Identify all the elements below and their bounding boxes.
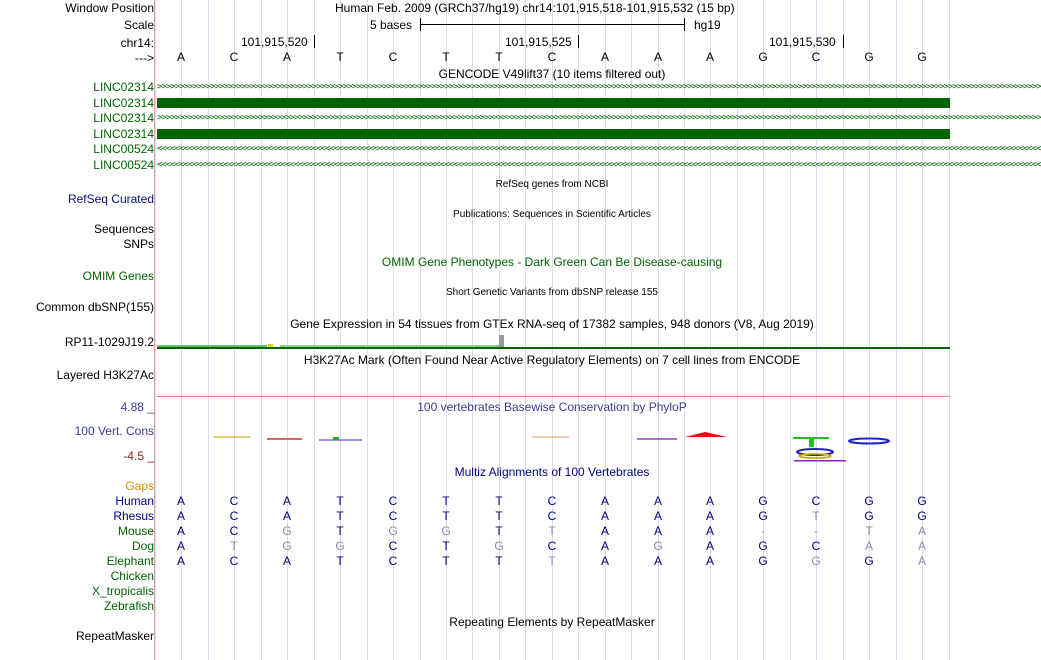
reference-base: C — [547, 50, 557, 64]
reference-base: T — [495, 50, 503, 64]
dbsnp-track-title[interactable]: Short Genetic Variants from dbSNP release 155 — [446, 287, 658, 298]
aligned-base: T — [495, 509, 503, 523]
reference-base: A — [653, 50, 662, 64]
aligned-base: T — [442, 509, 450, 523]
aligned-base: T — [336, 509, 344, 523]
aligned-base: G — [758, 494, 768, 508]
aligned-base: A — [653, 554, 662, 568]
aligned-base: T — [336, 494, 344, 508]
window-position-label: Window Position — [65, 1, 154, 15]
repeatmasker-track-label[interactable]: RepeatMasker — [75, 629, 154, 643]
aligned-base: C — [811, 494, 821, 508]
gencode-exon-bar[interactable] — [157, 98, 950, 108]
aligned-base: C — [811, 539, 821, 553]
species-label[interactable]: X_tropicalis — [91, 584, 154, 598]
aligned-base: A — [917, 554, 926, 568]
aligned-base: A — [282, 554, 291, 568]
aligned-base: C — [229, 554, 239, 568]
aligned-base: G — [758, 539, 768, 553]
gencode-item-label[interactable]: LINC02314 — [93, 127, 154, 141]
aligned-base: G — [758, 554, 768, 568]
gencode-item-label[interactable]: LINC02314 — [93, 96, 154, 110]
aligned-base: A — [705, 509, 714, 523]
position-tick — [578, 35, 579, 48]
chrom-label: chr14: — [120, 36, 154, 50]
position-tick-label: 101,915,525 — [505, 35, 572, 49]
grid-line — [155, 0, 156, 660]
species-label[interactable]: Human — [115, 494, 154, 508]
aligned-base: A — [653, 524, 662, 538]
species-label[interactable]: Mouse — [117, 524, 154, 538]
aligned-base: G — [864, 509, 874, 523]
aligned-base: T — [548, 554, 556, 568]
aligned-base: C — [229, 494, 239, 508]
refseq-track-title[interactable]: RefSeq genes from NCBI — [495, 179, 609, 190]
position-tick — [843, 35, 844, 48]
phylop-max-label: 4.88 _ — [120, 400, 154, 414]
aligned-base: G — [864, 494, 874, 508]
aligned-base: A — [176, 554, 185, 568]
refseq-track-label[interactable]: RefSeq Curated — [67, 192, 154, 206]
multiz-gaps-label: Gaps — [125, 479, 154, 493]
aligned-base: A — [600, 539, 609, 553]
reference-base: T — [442, 50, 450, 64]
gencode-exon-bar[interactable] — [157, 129, 950, 139]
aligned-base: T — [548, 524, 556, 538]
gencode-item-label[interactable]: LINC00524 — [93, 142, 154, 156]
species-label[interactable]: Elephant — [106, 554, 154, 568]
reference-base: G — [864, 50, 874, 64]
aligned-base: T — [336, 554, 344, 568]
aligned-base: A — [176, 539, 185, 553]
gencode-item-label[interactable]: LINC00524 — [93, 158, 154, 172]
reference-base: C — [229, 50, 239, 64]
reference-base: A — [600, 50, 609, 64]
aligned-base: C — [388, 494, 398, 508]
aligned-base: C — [388, 539, 398, 553]
aligned-base: T — [442, 494, 450, 508]
reference-base: A — [705, 50, 714, 64]
aligned-base: G — [758, 509, 768, 523]
aligned-base: G — [282, 539, 292, 553]
aligned-base: T — [442, 554, 450, 568]
aligned-base: A — [600, 554, 609, 568]
aligned-base: G — [917, 509, 927, 523]
position-tick-label: 101,915,530 — [769, 35, 836, 49]
publications-track-title[interactable]: Publications: Sequences in Scientific Articles — [453, 209, 651, 220]
aligned-base: T — [495, 524, 503, 538]
snps-label: SNPs — [123, 237, 154, 251]
gencode-intron-arrows[interactable]: >>>>>>>>>>>>>>>>>>>>>>>>>>>>>>>>>>>>>>>>>>>>>>>>>>>>>>>>>>>>>>>>>>>>>>>>>>>>>>>>>>>>>>>>>>>>>>>>>>>>>>>>>>>>>>>>>>>>>>>>>>>>>>>>>>>>>>>>>>>>>>>>>>>>>>>>>>>>>>>>>>>>>>>>>>>>>>>>>>>>>>>>>>>>>>>>>>>>>>>> — [157, 113, 1041, 123]
aligned-base: A — [705, 494, 714, 508]
aligned-base: T — [442, 539, 450, 553]
aligned-base: A — [917, 524, 926, 538]
publications-track-label[interactable]: Sequences — [93, 222, 154, 236]
aligned-base: C — [388, 554, 398, 568]
aligned-base: G — [441, 524, 451, 538]
aligned-base: T — [230, 539, 238, 553]
aligned-base: G — [335, 539, 345, 553]
phylop-track-title[interactable]: 100 vertebrates Basewise Conservation by PhyloP — [417, 400, 687, 414]
gencode-item-label[interactable]: LINC02314 — [93, 80, 154, 94]
aligned-base: G — [811, 554, 821, 568]
gencode-track-title[interactable]: GENCODE V49lift37 (10 items filtered out) — [438, 67, 666, 81]
aligned-base: G — [864, 554, 874, 568]
aligned-base: T — [495, 554, 503, 568]
aligned-base: T — [336, 524, 344, 538]
position-tick-label: 101,915,520 — [241, 35, 308, 49]
aligned-base: A — [705, 524, 714, 538]
gencode-item-label[interactable]: LINC02314 — [93, 111, 154, 125]
position-tick — [314, 35, 315, 48]
species-label[interactable]: Zebrafish — [103, 599, 154, 613]
aligned-base: C — [229, 524, 239, 538]
aligned-base: A — [600, 494, 609, 508]
dbsnp-track-label[interactable]: Common dbSNP(155) — [35, 300, 154, 314]
gencode-intron-arrows[interactable]: <<<<<<<<<<<<<<<<<<<<<<<<<<<<<<<<<<<<<<<<<<<<<<<<<<<<<<<<<<<<<<<<<<<<<<<<<<<<<<<<<<<<<<<<<<<<<<<<<<<<<<<<<<<<<<<<<<<<<<<<<<<<<<<<<<<<<<<<<<<<<<<<<<<<<<<<<<<<<<<<<<<<<<<<<<<<<<<<<<<<<<<<<<<<<<<<<<<<<<<< — [157, 160, 1041, 170]
species-label[interactable]: Chicken — [110, 569, 154, 583]
phylop-track-label[interactable]: 100 Vert. Cons — [74, 424, 154, 438]
aligned-base: - — [814, 524, 818, 538]
aligned-base: A — [653, 494, 662, 508]
aligned-base: A — [600, 509, 609, 523]
aligned-base: C — [229, 509, 239, 523]
omim-track-label[interactable]: OMIM Genes — [82, 269, 154, 283]
reference-base: T — [336, 50, 344, 64]
h3k27ac-baseline — [157, 396, 950, 397]
aligned-base: A — [176, 494, 185, 508]
gtex-track-title[interactable]: Gene Expression in 54 tissues from GTEx RNA-seq of 17382 samples, 948 donors (V8, Aug 2019) — [290, 317, 814, 331]
aligned-base: - — [761, 524, 765, 538]
aligned-base: A — [176, 509, 185, 523]
aligned-base: A — [917, 539, 926, 553]
aligned-base: G — [653, 539, 663, 553]
aligned-base: G — [388, 524, 398, 538]
aligned-base: T — [812, 509, 820, 523]
aligned-base: A — [600, 524, 609, 538]
aligned-base: A — [282, 494, 291, 508]
aligned-base: A — [705, 554, 714, 568]
h3k27ac-track-title[interactable]: H3K27Ac Mark (Often Found Near Active Regulatory Elements) on 7 cell lines from ENCODE — [303, 353, 801, 367]
reference-base: C — [811, 50, 821, 64]
reference-base: A — [176, 50, 185, 64]
repeatmasker-track-title[interactable]: Repeating Elements by RepeatMasker — [449, 615, 655, 629]
aligned-base: G — [917, 494, 927, 508]
aligned-base: A — [864, 539, 873, 553]
scale-label: Scale — [123, 18, 154, 32]
aligned-base: G — [282, 524, 292, 538]
aligned-base: C — [547, 539, 557, 553]
species-label[interactable]: Dog — [131, 539, 154, 553]
omim-track-title[interactable]: OMIM Gene Phenotypes - Dark Green Can Be Disease-causing — [381, 255, 723, 269]
reference-base: G — [758, 50, 768, 64]
aligned-base: A — [282, 509, 291, 523]
aligned-base: T — [495, 494, 503, 508]
gencode-intron-arrows[interactable]: >>>>>>>>>>>>>>>>>>>>>>>>>>>>>>>>>>>>>>>>>>>>>>>>>>>>>>>>>>>>>>>>>>>>>>>>>>>>>>>>>>>>>>>>>>>>>>>>>>>>>>>>>>>>>>>>>>>>>>>>>>>>>>>>>>>>>>>>>>>>>>>>>>>>>>>>>>>>>>>>>>>>>>>>>>>>>>>>>>>>>>>>>>>>>>>>>>>>>>>> — [157, 82, 1041, 92]
aligned-base: C — [388, 509, 398, 523]
reference-base: C — [388, 50, 398, 64]
strand-label: ---> — [135, 51, 154, 65]
reference-base: G — [917, 50, 927, 64]
aligned-base: G — [494, 539, 504, 553]
track-label-divider — [154, 0, 155, 660]
window-position-text: Human Feb. 2009 (GRCh37/hg19) chr14:101,915,518-101,915,532 (15 bp) — [335, 1, 735, 15]
reference-base: A — [282, 50, 291, 64]
aligned-base: T — [865, 524, 873, 538]
gtex-track-label[interactable]: RP11-1029J19.2 — [64, 335, 154, 349]
aligned-base: A — [705, 539, 714, 553]
aligned-base: C — [547, 509, 557, 523]
h3k27ac-track-label[interactable]: Layered H3K27Ac — [56, 368, 154, 382]
multiz-track-title[interactable]: Multiz Alignments of 100 Vertebrates — [454, 465, 650, 479]
aligned-base: A — [176, 524, 185, 538]
scale-bar-text: 5 bases — [370, 18, 413, 32]
aligned-base: A — [653, 509, 662, 523]
scale-assembly: hg19 — [694, 18, 721, 32]
phylop-min-label: -4.5 _ — [123, 449, 154, 463]
species-label[interactable]: Rhesus — [113, 509, 154, 523]
phylop-conservation-glyphs — [157, 425, 950, 467]
gencode-intron-arrows[interactable]: <<<<<<<<<<<<<<<<<<<<<<<<<<<<<<<<<<<<<<<<<<<<<<<<<<<<<<<<<<<<<<<<<<<<<<<<<<<<<<<<<<<<<<<<<<<<<<<<<<<<<<<<<<<<<<<<<<<<<<<<<<<<<<<<<<<<<<<<<<<<<<<<<<<<<<<<<<<<<<<<<<<<<<<<<<<<<<<<<<<<<<<<<<<<<<<<<<<<<<<< — [157, 144, 1041, 154]
aligned-base: C — [547, 494, 557, 508]
